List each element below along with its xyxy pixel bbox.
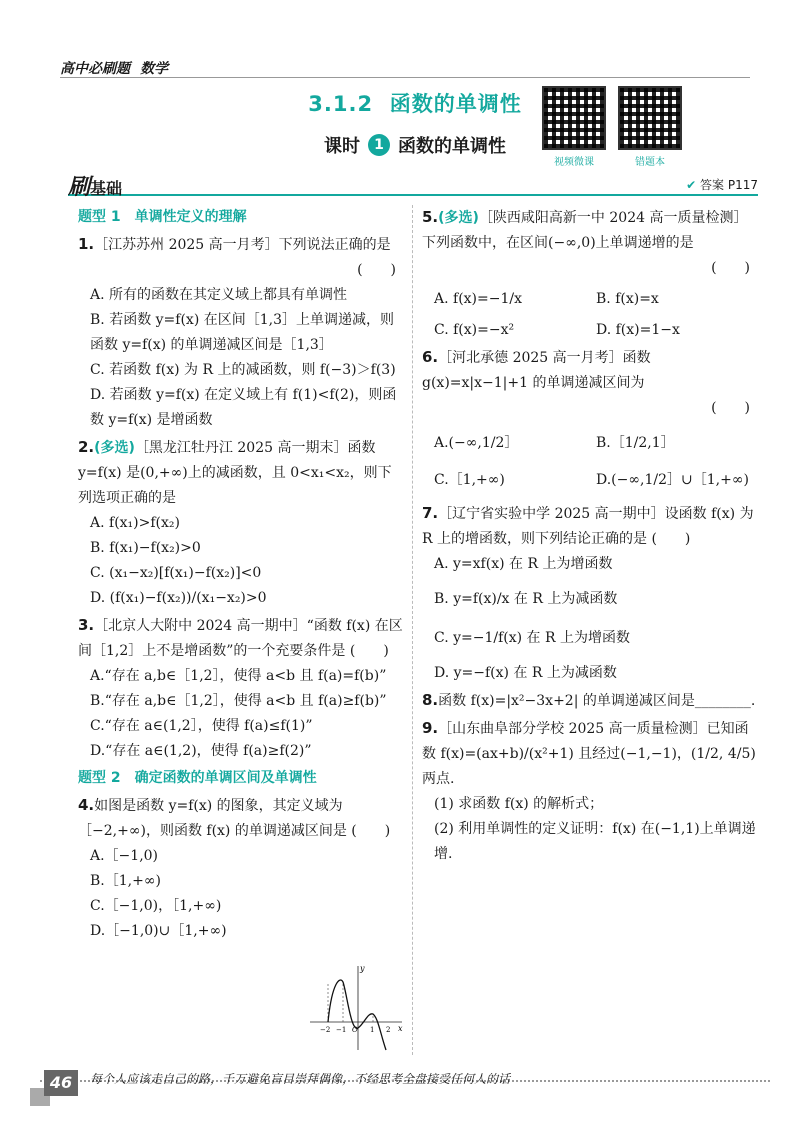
option-b: B. f(x)=x: [596, 291, 659, 307]
answer-ref: [686, 176, 758, 193]
option-b: B. 若函数 y=f(x) 在区间［1,3］上单调递减，则函数 y=f(x) 的单调递减区间是［1,3］: [90, 312, 394, 353]
section-number: 3.1.2: [308, 92, 374, 116]
option-c: C.“存在 a∈(1,2］，使得 f(a)≤f(1)”: [90, 718, 313, 734]
answer-paren: ( ): [651, 531, 691, 547]
question-stem: ［河北承德 2025 高一月考］函数 g(x)=x|x−1|+1 的单调递减区间为: [422, 350, 651, 391]
type-heading-2: 题型 2 确定函数的单调区间及单调性: [78, 770, 317, 786]
x-label: x: [398, 1024, 403, 1033]
option-b: B. f(x₁)−f(x₂)>0: [90, 540, 201, 556]
question-7: [422, 501, 758, 686]
section-name: 函数的单调性: [389, 92, 522, 116]
part-2: (2) 利用单调性的定义证明：f(x) 在(−1,1)上单调递增.: [434, 821, 756, 862]
option-c: C. 若函数 f(x) 为 R 上的减函数，则 f(−3)＞f(3): [90, 362, 396, 378]
question-3: [78, 613, 404, 764]
option-d: D. (f(x₁)−f(x₂))/(x₁−x₂)>0: [90, 590, 267, 606]
option-d: D.(−∞,1/2］∪［1,+∞): [596, 472, 749, 488]
question-stem: 如图是函数 y=f(x) 的图象，其定义域为［−2,+∞)，则函数 f(x) 的单调递减区间是: [78, 798, 347, 839]
section-band: [68, 170, 758, 200]
column-divider: [412, 205, 413, 1055]
function-curve: [328, 980, 386, 1050]
question-number: 8.: [422, 691, 439, 709]
question-stem: ［辽宁省实验中学 2025 高一期中］设函数 f(x) 为 R 上的增函数，则下列结论正确的是: [422, 506, 754, 547]
question-6: [422, 345, 758, 493]
question-4: [78, 793, 404, 944]
question-1: [78, 232, 404, 433]
question-stem: 函数 f(x)=|x²−3x+2| 的单调递减区间是________.: [438, 693, 756, 709]
option-c: C. (x₁−x₂)[f(x₁)−f(x₂)]<0: [90, 565, 262, 581]
part-1: (1) 求函数 f(x) 的解析式；: [434, 796, 604, 812]
band-label-text: 基础: [90, 179, 123, 198]
tick-label: 2: [386, 1026, 391, 1034]
question-number: 1.: [78, 235, 95, 253]
answer-paren: ( ): [349, 643, 389, 659]
tick-label: −1: [336, 1026, 347, 1034]
video-qr-label: 视频微课: [554, 157, 594, 168]
tick-label: O: [352, 1026, 358, 1034]
checkmark-icon: ✔: [686, 178, 697, 192]
option-d: D. f(x)=1−x: [596, 322, 680, 338]
book-name: 高中必刷题: [60, 61, 130, 77]
footer-motto: 每个人应该走自己的路，千万避免盲目崇拜偶像，不经思考全盘接受任何人的话: [90, 1072, 511, 1086]
question-5: [422, 205, 758, 343]
question-8: [422, 688, 758, 714]
tick-label: −2: [320, 1026, 331, 1034]
question-number: 4.: [78, 796, 95, 814]
error-qr[interactable]: [616, 86, 684, 168]
answer-text: 答案 P117: [700, 178, 758, 192]
option-a: A. f(x₁)>f(x₂): [90, 515, 180, 531]
option-a: A. 所有的函数在其定义域上都具有单调性: [90, 287, 348, 303]
section-title: [290, 88, 540, 118]
tick-label: 1: [370, 1026, 375, 1034]
answer-paren: ( ): [357, 262, 396, 278]
answer-paren: ( ): [711, 260, 750, 276]
running-header: [60, 58, 750, 78]
lesson-prefix: 课时: [324, 136, 360, 157]
option-d: D. y=−f(x) 在 R 上为减函数: [434, 665, 617, 681]
question-number: 6.: [422, 348, 439, 366]
left-column: [78, 205, 404, 946]
lesson-title: [290, 132, 540, 158]
question-number: 7.: [422, 504, 439, 522]
title-block: [290, 88, 540, 158]
option-d: D. 若函数 y=f(x) 在定义域上有 f(1)<f(2)，则函数 y=f(x) 是增函数: [90, 387, 397, 428]
question-stem: ［江苏苏州 2025 高一月考］下列说法正确的是: [94, 237, 391, 253]
option-a: A.［−1,0): [90, 848, 159, 864]
type-heading-1: 题型 1 单调性定义的理解: [78, 209, 247, 225]
option-b: B. y=f(x)/x 在 R 上为减函数: [434, 591, 618, 607]
option-c: C.［−1,0)，［1,+∞): [90, 898, 222, 914]
video-qr[interactable]: [540, 86, 608, 168]
page-number: 46: [44, 1070, 78, 1096]
option-c: C.［1,+∞): [434, 472, 505, 488]
option-d: D.“存在 a∈(1,2)，使得 f(a)≥f(2)”: [90, 743, 312, 759]
page-footer: [0, 1062, 800, 1102]
band-label: [68, 170, 122, 201]
option-a: A. y=xf(x) 在 R 上为增函数: [434, 556, 613, 572]
right-column: [422, 205, 758, 869]
question-stem: ［黑龙江牡丹江 2025 高一期末］函数 y=f(x) 是(0,+∞)上的减函数，且 0<x₁<x₂，则下列选项正确的是: [78, 440, 392, 506]
error-qr-label: 错题本: [635, 157, 665, 168]
function-graph: [306, 962, 406, 1052]
multi-tag: (多选): [438, 210, 479, 226]
lesson-number: 1: [368, 134, 390, 156]
question-number: 9.: [422, 719, 439, 737]
question-number: 2.: [78, 438, 95, 456]
option-a: A. f(x)=−1/x: [434, 291, 522, 307]
multi-tag: (多选): [94, 440, 135, 456]
question-number: 5.: [422, 208, 439, 226]
question-stem: ［山东曲阜部分学校 2025 高一质量检测］已知函数 f(x)=(ax+b)/(x²+1) 且经过(−1,−1)，(1/2, 4/5) 两点.: [422, 721, 756, 787]
option-d: D.［−1,0)∪［1,+∞): [90, 923, 227, 939]
question-9: [422, 716, 758, 867]
answer-paren: ( ): [351, 823, 391, 839]
option-a: A.“存在 a,b∈［1,2］，使得 a<b 且 f(a)=f(b)”: [90, 668, 387, 684]
option-b: B.［1/2,1］: [596, 435, 675, 451]
y-label: y: [360, 964, 365, 973]
option-b: B.［1,+∞): [90, 873, 161, 889]
subject-name: 数学: [140, 61, 169, 77]
answer-paren: ( ): [711, 400, 750, 416]
lesson-name: 函数的单调性: [398, 136, 506, 157]
option-c: C. f(x)=−x²: [434, 322, 515, 338]
question-stem: ［陕西咸阳高新一中 2024 高一质量检测］下列函数中，在区间(−∞,0)上单调递增的是: [422, 210, 748, 251]
qr-code-icon: [618, 86, 682, 150]
question-2: [78, 435, 404, 611]
option-c: C. y=−1/f(x) 在 R 上为增函数: [434, 630, 630, 646]
band-label-big: 刷: [68, 175, 91, 200]
qr-code-icon: [542, 86, 606, 150]
option-a: A.(−∞,1/2］: [434, 435, 519, 451]
question-stem: ［北京人大附中 2024 高一期中］“函数 f(x) 在区间［1,2］上不是增函数”的一个充要条件是: [78, 618, 403, 659]
question-number: 3.: [78, 616, 95, 634]
option-b: B.“存在 a,b∈［1,2］，使得 a<b 且 f(a)≥f(b)”: [90, 693, 387, 709]
